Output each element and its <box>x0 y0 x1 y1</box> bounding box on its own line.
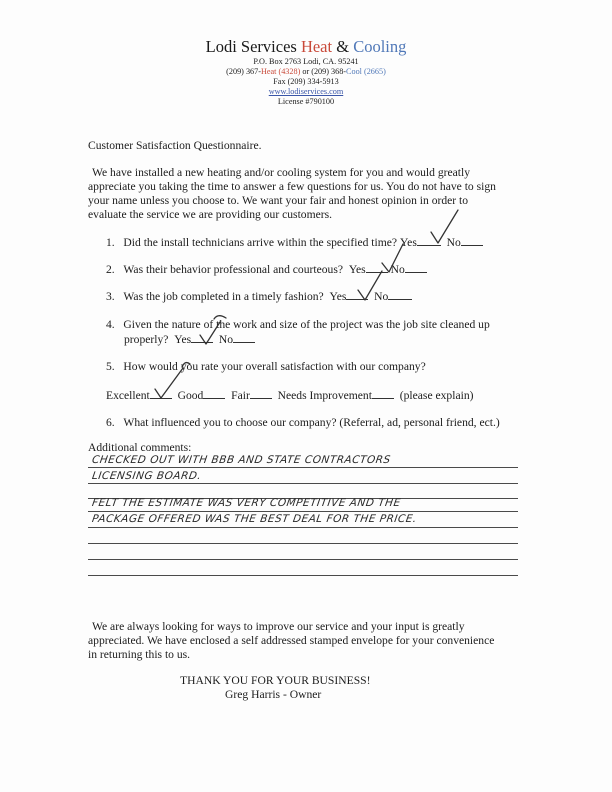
closing-line-3: in returning this to us. <box>88 648 191 661</box>
closing-line-2: appreciated. We have enclosed a self addressed stamped envelope for your convenience <box>88 634 495 647</box>
question-4-line-2: properly? Yes No <box>124 332 255 346</box>
comments-label: Additional comments: <box>88 441 192 454</box>
q3-check-icon <box>358 271 382 300</box>
fax-number: Fax (209) 334-5913 <box>273 77 339 86</box>
website-link[interactable]: www.lodiservices.com <box>268 87 344 96</box>
question-1: 1. Did the install technicians arrive within the specified time? Yes No <box>106 235 483 249</box>
rating-excellent-check-icon <box>155 368 183 398</box>
intro-line-4: evaluate the service we are providing our customers. <box>88 208 333 221</box>
question-2: 2. Was their behavior professional and courteous? Yes No <box>106 262 427 276</box>
comment-line-4: PACKAGE OFFERED WAS THE BEST DEAL FOR THE PRICE. <box>91 513 418 525</box>
q4-stray-stroke-icon <box>214 316 226 319</box>
question-6: 6. What influenced you to choose our company? (Referral, ad, personal friend, ect.) <box>106 416 500 429</box>
company-name: Lodi Services Heat & Cooling <box>205 37 407 56</box>
question-5: 5. How would you rate your overall satisfaction with our company? <box>106 360 426 373</box>
intro-line-3: your name unless you choose to. We want your fair and honest opinion in order to <box>88 194 469 207</box>
intro-line-2: appreciate you taking the time to answer a few questions for us. You do not have to sign <box>88 180 496 193</box>
intro-line-1: We have installed a new heating and/or cooling system for you and would greatly <box>92 166 471 179</box>
thank-you-line: THANK YOU FOR YOUR BUSINESS! <box>180 674 371 687</box>
q4-check-icon <box>200 322 220 344</box>
q5-stray-stroke-icon <box>182 363 190 367</box>
q1-check-icon <box>431 210 458 243</box>
q2-check-icon <box>382 244 403 272</box>
question-4: 4. Given the nature of the work and size of the project was the job site cleaned up <box>106 318 490 331</box>
question-3: 3. Was the job completed in a timely fashion? Yes No <box>106 289 412 303</box>
rating-options: Excellent Good Fair Needs Improvement (please explain) <box>106 389 474 402</box>
comment-line-2: LICENSING BOARD. <box>91 470 203 482</box>
owner-signoff: Greg Harris - Owner <box>225 688 322 701</box>
comment-line-3: FELT THE ESTIMATE WAS VERY COMPETITIVE AND THE <box>91 497 402 509</box>
closing-line-1: We are always looking for ways to improve our service and your input is greatly <box>92 620 465 633</box>
page-title: Customer Satisfaction Questionnaire. <box>88 139 262 152</box>
po-box: P.O. Box 2763 Lodi, CA. 95241 <box>253 57 359 66</box>
comment-line-1: CHECKED OUT WITH BBB AND STATE CONTRACTORS <box>91 454 392 466</box>
license-number: License #790100 <box>277 97 335 106</box>
phone-numbers: (209) 367-Heat (4328) or (209) 368-Cool (2665) <box>226 67 386 76</box>
